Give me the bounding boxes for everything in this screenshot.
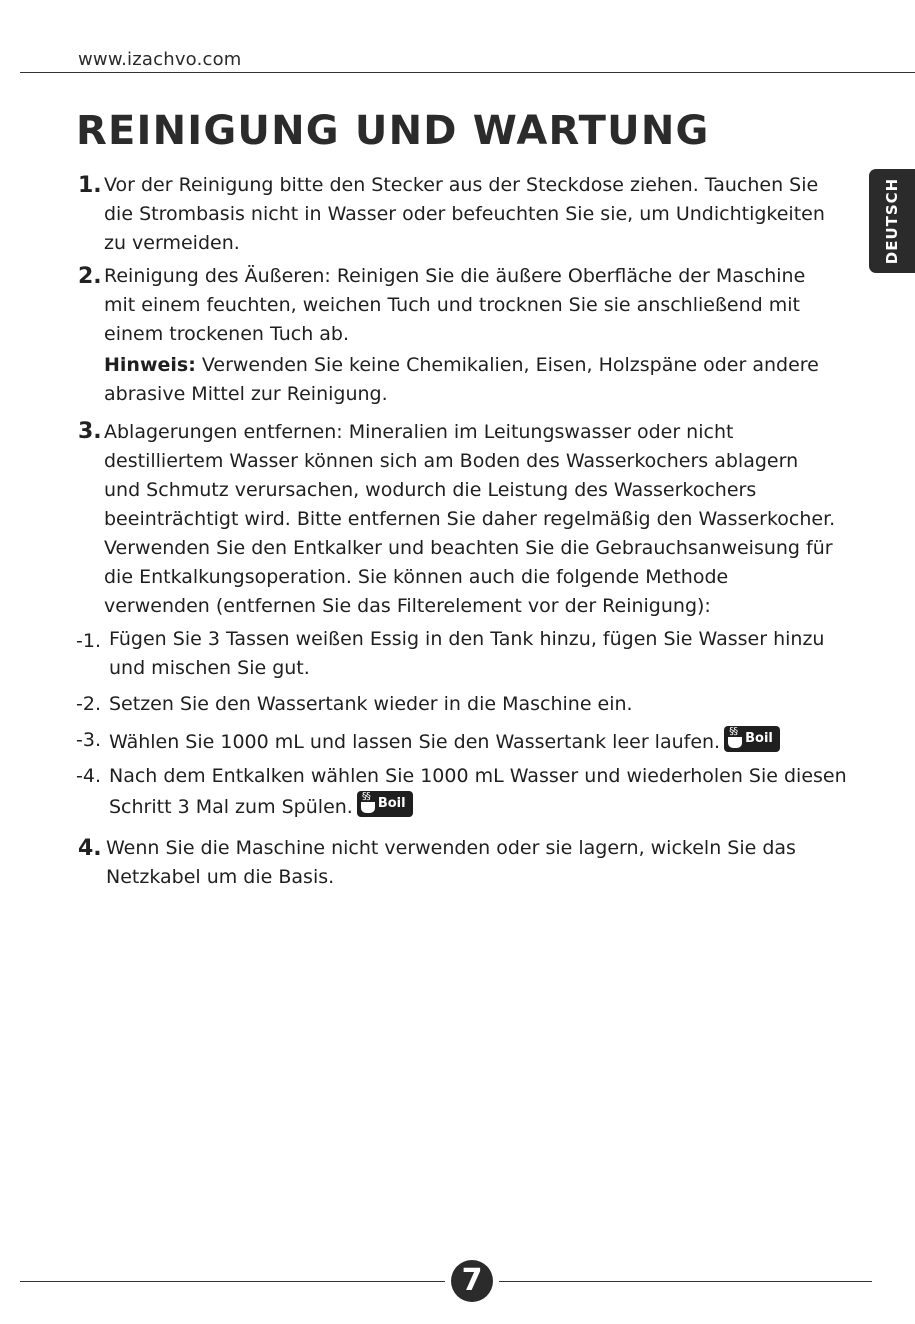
step-4-text: Schritt 3 Mal zum Spülen. xyxy=(109,796,353,818)
item-3-line-5: Verwenden Sie den Entkalker und beachten Sie die Gebrauchsanweisung für xyxy=(104,537,833,559)
item-3-line-7: verwenden (entfernen Sie das Filterelement vor der Reinigung): xyxy=(104,595,711,617)
step-3-line-1 xyxy=(109,726,780,757)
item-2-line-3: einem trockenen Tuch ab. xyxy=(104,323,350,345)
steam-icon: §§ xyxy=(361,791,370,802)
step-4-number: -4. xyxy=(76,765,101,787)
bottom-divider-left xyxy=(20,1281,445,1282)
step-1-number: -1. xyxy=(76,630,101,652)
step-4-line-2 xyxy=(109,791,413,822)
top-divider xyxy=(20,72,915,73)
step-2-number: -2. xyxy=(76,693,101,715)
page-title: REINIGUNG UND WARTUNG xyxy=(76,108,710,154)
note-line-2: abrasive Mittel zur Reinigung. xyxy=(104,383,388,405)
language-tab-label: DEUTSCH xyxy=(883,177,901,265)
cup-icon xyxy=(728,737,742,748)
item-1-number: 1. xyxy=(78,173,102,198)
item-3-number: 3. xyxy=(78,419,102,444)
boil-button-icon xyxy=(357,791,413,817)
step-1-line-1: Fügen Sie 3 Tassen weißen Essig in den Tank hinzu, fügen Sie Wasser hinzu xyxy=(109,628,825,650)
item-1-line-2: die Strombasis nicht in Wasser oder befeuchten Sie sie, um Undichtigkeiten xyxy=(104,203,825,225)
boil-label: Boil xyxy=(745,731,773,746)
note-text: Verwenden Sie keine Chemikalien, Eisen, Holzspäne oder andere xyxy=(195,354,819,376)
item-2-line-2: mit einem feuchten, weichen Tuch und trocknen Sie sie anschließend mit xyxy=(104,294,800,316)
item-4-line-2: Netzkabel um die Basis. xyxy=(106,866,335,888)
step-1-line-2: und mischen Sie gut. xyxy=(109,657,310,679)
note-label: Hinweis: xyxy=(104,354,196,376)
item-3-line-4: beeinträchtigt wird. Bitte entfernen Sie daher regelmäßig den Wasserkocher. xyxy=(104,508,836,530)
language-tab xyxy=(869,169,915,273)
item-3-line-3: und Schmutz verursachen, wodurch die Leistung des Wasserkochers xyxy=(104,479,757,501)
item-2-line-1: Reinigung des Äußeren: Reinigen Sie die äußere Oberfläche der Maschine xyxy=(104,265,806,287)
item-4-number: 4. xyxy=(78,836,102,861)
steam-icon: §§ xyxy=(729,726,738,737)
boil-button-icon xyxy=(724,726,780,752)
item-2-number: 2. xyxy=(78,264,102,289)
page-number: 7 xyxy=(451,1260,493,1302)
item-1-line-3: zu vermeiden. xyxy=(104,232,240,254)
boil-label: Boil xyxy=(377,796,406,811)
bottom-divider-right xyxy=(499,1281,872,1282)
item-4-line-1: Wenn Sie die Maschine nicht verwenden oder sie lagern, wickeln Sie das xyxy=(106,837,796,859)
step-3-text: Wählen Sie 1000 mL und lassen Sie den Wassertank leer laufen. xyxy=(109,731,721,753)
step-4-line-1: Nach dem Entkalken wählen Sie 1000 mL Wasser und wiederholen Sie diesen xyxy=(109,765,847,787)
note-line-1 xyxy=(104,351,819,380)
cup-icon xyxy=(361,802,375,813)
website-url: www.izachvo.com xyxy=(78,49,242,70)
item-3-line-2: destilliertem Wasser können sich am Boden des Wasserkochers ablagern xyxy=(104,450,799,472)
item-3-line-1: Ablagerungen entfernen: Mineralien im Leitungswasser oder nicht xyxy=(104,421,734,443)
step-2-line-1: Setzen Sie den Wassertank wieder in die Maschine ein. xyxy=(109,693,633,715)
item-3-line-6: die Entkalkungsoperation. Sie können auch die folgende Methode xyxy=(104,566,729,588)
item-1-line-1: Vor der Reinigung bitte den Stecker aus der Steckdose ziehen. Tauchen Sie xyxy=(104,174,819,196)
step-3-number: -3. xyxy=(76,729,101,751)
